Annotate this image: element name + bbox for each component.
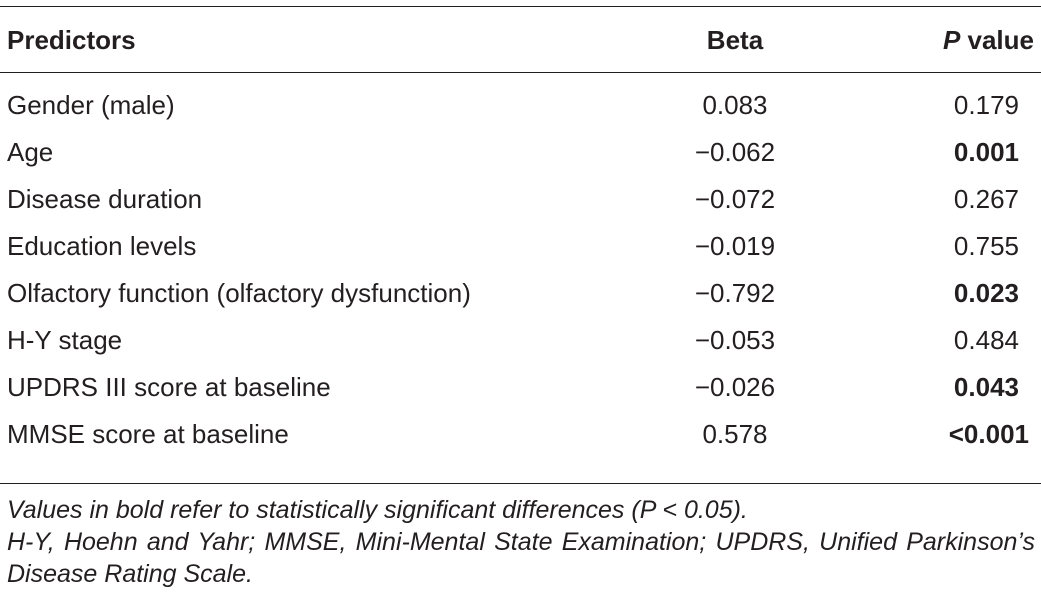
beta-cell: −0.072 bbox=[694, 183, 776, 214]
table-footnotes bbox=[7, 494, 1035, 590]
table-row bbox=[0, 410, 1041, 457]
beta-cell: −0.792 bbox=[694, 277, 776, 308]
p-value-cell-significant: 0.023 bbox=[953, 277, 1019, 308]
table-row bbox=[0, 175, 1041, 222]
table-bottom-rule bbox=[0, 483, 1041, 484]
results-table bbox=[0, 7, 1041, 457]
table-row bbox=[0, 128, 1041, 175]
beta-cell: 0.083 bbox=[702, 89, 768, 120]
predictor-cell: Gender (male) bbox=[7, 89, 175, 120]
table-row bbox=[0, 363, 1041, 410]
footnote-abbreviations: H-Y, Hoehn and Yahr; MMSE, Mini-Mental State Examination; UPDRS, Unified Parkinson’s Disease Rating Scale. bbox=[7, 528, 1035, 588]
predictor-cell: Disease duration bbox=[7, 183, 203, 214]
predictor-cell: MMSE score at baseline bbox=[7, 418, 289, 449]
header-beta: Beta bbox=[706, 25, 764, 55]
header-p-letter: P bbox=[942, 25, 961, 55]
table-row bbox=[0, 316, 1041, 363]
p-value-cell-significant: 0.001 bbox=[953, 136, 1019, 167]
p-value-cell-significant: <0.001 bbox=[948, 418, 1029, 449]
beta-cell: 0.578 bbox=[702, 418, 768, 449]
beta-cell: −0.062 bbox=[694, 136, 776, 167]
footnote-significance: Values in bold refer to statistically significant differences (P < 0.05). bbox=[7, 496, 748, 524]
header-p-value bbox=[823, 7, 1041, 73]
beta-cell: −0.026 bbox=[694, 371, 776, 402]
predictor-cell: Olfactory function (olfactory dysfunction) bbox=[7, 277, 471, 308]
p-value-cell: 0.755 bbox=[953, 230, 1019, 261]
predictor-cell: H-Y stage bbox=[7, 324, 123, 355]
table-row bbox=[0, 73, 1041, 128]
beta-cell: −0.053 bbox=[694, 324, 776, 355]
p-value-cell: 0.179 bbox=[953, 89, 1019, 120]
table-header-row bbox=[0, 7, 1041, 73]
predictor-cell: Age bbox=[7, 136, 54, 167]
predictor-cell: Education levels bbox=[7, 230, 197, 261]
p-value-cell-significant: 0.043 bbox=[953, 371, 1019, 402]
p-value-cell: 0.484 bbox=[953, 324, 1019, 355]
table-row bbox=[0, 269, 1041, 316]
beta-cell: −0.019 bbox=[694, 230, 776, 261]
predictor-cell: UPDRS III score at baseline bbox=[7, 371, 331, 402]
table-row bbox=[0, 222, 1041, 269]
header-value-word: value bbox=[960, 25, 1034, 55]
header-predictors: Predictors bbox=[7, 25, 136, 55]
p-value-cell: 0.267 bbox=[953, 183, 1019, 214]
